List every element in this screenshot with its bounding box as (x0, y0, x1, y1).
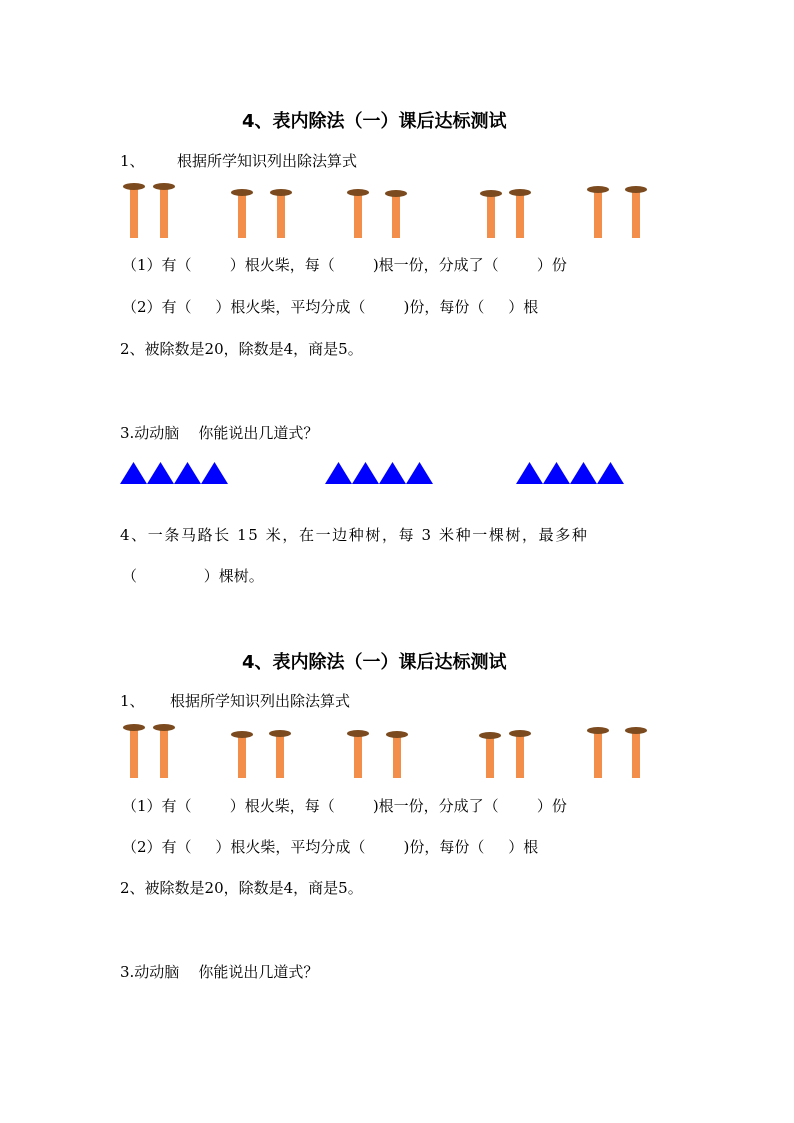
section2-q1-line2: （2）有（ ）根火柴，平均分成（ )份，每份（ ）根 (122, 838, 539, 856)
section1-q4-line1: 4、一条马路长 15 米，在一边种树，每 3 米种一棵树，最多种 (120, 526, 589, 544)
matchstick (238, 736, 246, 778)
section2-q1-number: 1、 (120, 692, 145, 710)
matchstick (238, 194, 246, 238)
matchstick (487, 195, 495, 238)
matchstick (594, 191, 602, 238)
match-head (385, 190, 407, 197)
match-head (587, 186, 609, 193)
section2-q3: 3.动动脑 你能说出几道式？ (120, 963, 319, 981)
section1-q1-text: 根据所学知识列出除法算式 (177, 152, 358, 170)
triangle-shape (570, 462, 597, 484)
triangle-shape (516, 462, 543, 484)
section1-q1-line1: （1）有（ ）根火柴，每（ )根一份，分成了（ ）份 (122, 256, 567, 274)
match-head (270, 189, 292, 196)
matchstick (160, 729, 168, 778)
section1-q3: 3.动动脑 你能说出几道式？ (120, 424, 319, 442)
match-head (509, 730, 531, 737)
matchstick (354, 735, 362, 778)
match-head (153, 724, 175, 731)
match-head (123, 724, 145, 731)
triangle-shape (379, 462, 406, 484)
match-head (625, 727, 647, 734)
section1-q2: 2、被除数是20，除数是4，商是5。 (120, 340, 363, 358)
triangle-shape (174, 462, 201, 484)
matchstick (130, 729, 138, 778)
triangle-shape (325, 462, 352, 484)
section2-q1-line1: （1）有（ ）根火柴，每（ )根一份，分成了（ ）份 (122, 797, 567, 815)
section1-q4-line2: （ ）棵树。 (122, 567, 264, 585)
triangle-shape (597, 462, 624, 484)
matchstick (130, 188, 138, 238)
matchstick (632, 732, 640, 778)
triangle-shape (406, 462, 433, 484)
match-head (269, 730, 291, 737)
match-head (347, 189, 369, 196)
match-head (386, 731, 408, 738)
match-head (347, 730, 369, 737)
section1-q1-line2: （2）有（ ）根火柴，平均分成（ )份，每份（ ）根 (122, 298, 539, 316)
triangle-shape (352, 462, 379, 484)
matchstick (516, 194, 524, 238)
section2-q2: 2、被除数是20，除数是4，商是5。 (120, 879, 363, 897)
triangle-groups (0, 462, 794, 502)
section2-title: 4、表内除法（一）课后达标测试 (242, 652, 507, 673)
matchstick (354, 194, 362, 238)
matchstick (276, 735, 284, 778)
triangle-shape (201, 462, 228, 484)
match-head (153, 183, 175, 190)
section1-title: 4、表内除法（一）课后达标测试 (242, 111, 507, 132)
matchstick (392, 195, 400, 238)
match-head (231, 189, 253, 196)
match-head (231, 731, 253, 738)
matchstick (160, 188, 168, 238)
triangle-shape (147, 462, 174, 484)
match-head (480, 190, 502, 197)
matchstick (277, 194, 285, 238)
match-head (479, 732, 501, 739)
match-head (509, 189, 531, 196)
matchstick (516, 735, 524, 778)
matchstick (594, 732, 602, 778)
triangle-shape (543, 462, 570, 484)
triangle-shape (120, 462, 147, 484)
match-head (587, 727, 609, 734)
match-head (123, 183, 145, 190)
section1-q1-number: 1、 (120, 152, 145, 170)
section2-q1-text: 根据所学知识列出除法算式 (170, 692, 351, 710)
matchstick (632, 191, 640, 238)
matchstick (486, 737, 494, 778)
matchstick (393, 736, 401, 778)
match-head (625, 186, 647, 193)
